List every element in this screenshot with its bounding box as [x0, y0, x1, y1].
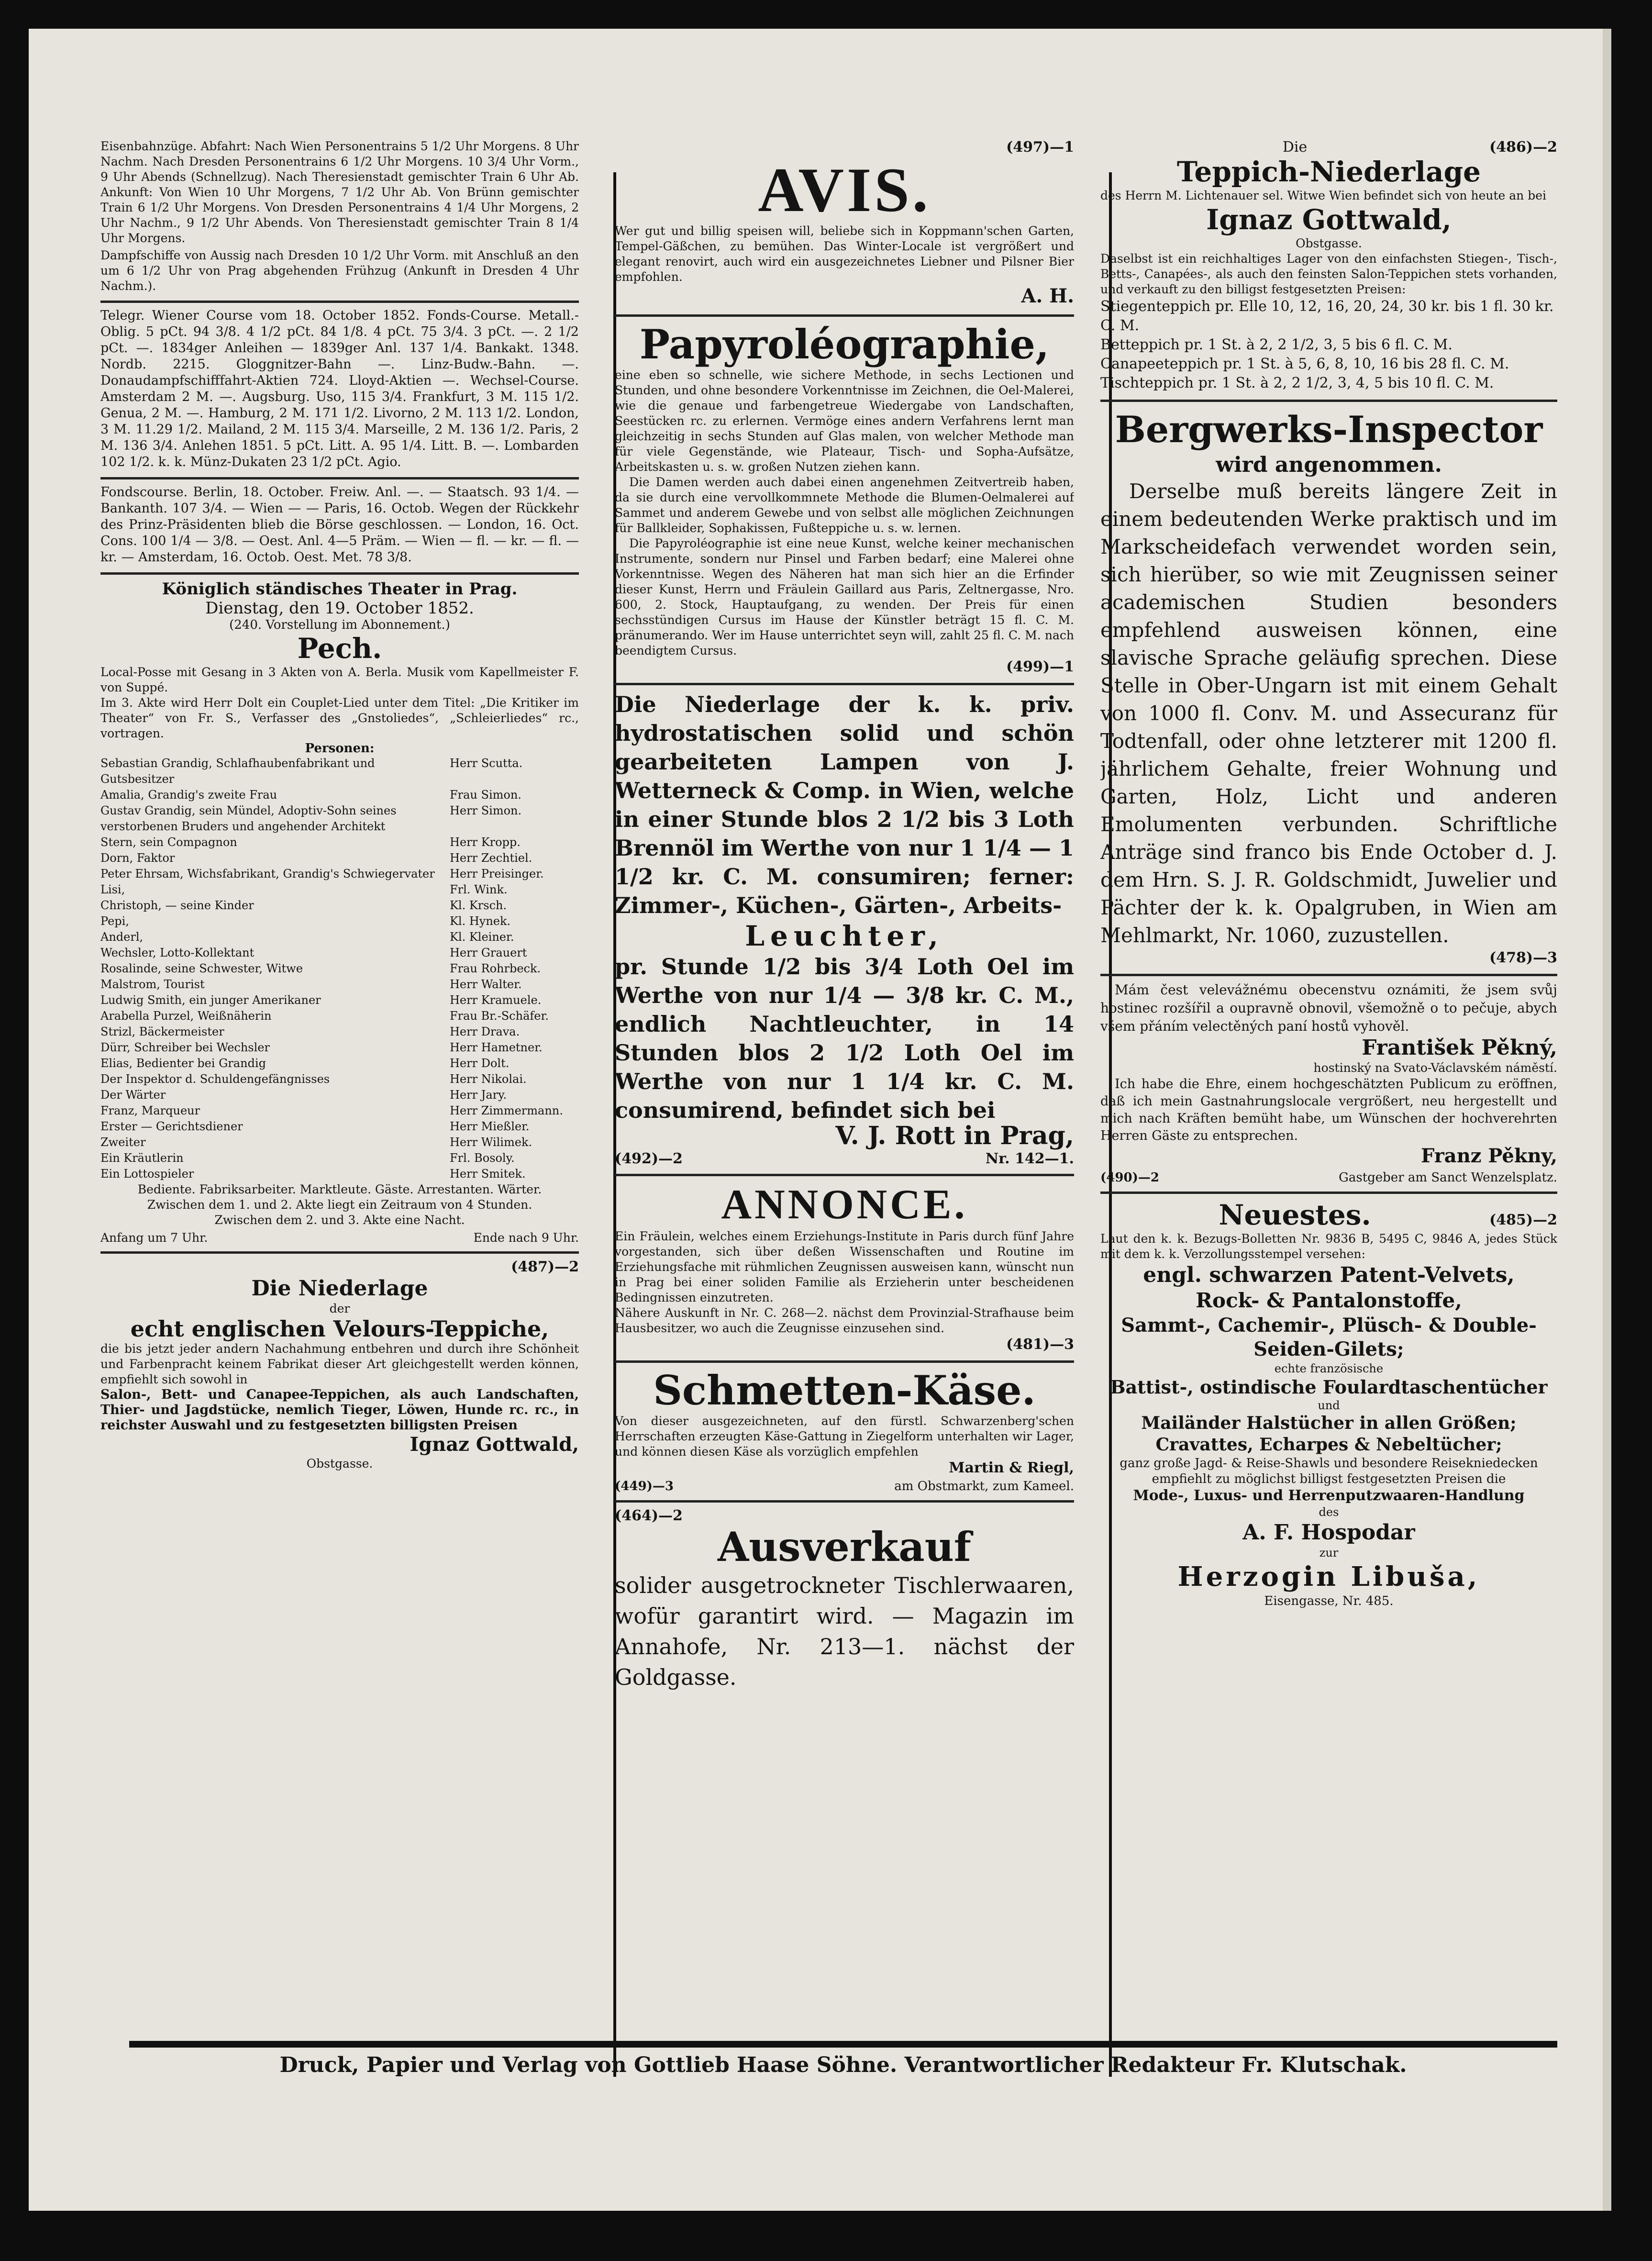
- news-item: Sammt-, Cachemir-, Plüsch- & Double-Seiden-Gilets;: [1121, 1314, 1537, 1360]
- cast-actor: Herr Jary.: [450, 1088, 507, 1102]
- teppich-text-2: Daselbst ist ein reichhaltiges Lager von den einfachsten Stiegen-, Tisch-, Betts-, Canapées-, als auch den feinsten Salon-Teppichen stets vorhanden, und verkauft zu den billigst festgesetzten Preisen:: [1100, 252, 1557, 296]
- cast-row: [100, 929, 579, 945]
- inspector-ref: (478)—3: [1489, 949, 1557, 966]
- cast-row: [100, 1119, 579, 1135]
- cast-role: Christoph, — seine Kinder: [100, 899, 254, 912]
- lamps-leuchter: Leuchter,: [745, 920, 944, 952]
- cast-row: [100, 866, 579, 882]
- news-item: Rock- & Pantalonstoffe,: [1196, 1289, 1462, 1312]
- news-header: [1100, 1199, 1557, 1231]
- teppich-price-1: Stiegenteppich pr. Elle 10, 12, 16, 20, 24, 30 kr. bis 1 fl. 30 kr. C. M.: [1100, 298, 1554, 334]
- cast-role: Arabella Purzel, Weißnäherin: [100, 1009, 272, 1023]
- papyro-p2: Die Damen werden auch dabei einen angenehmen Zeitvertreib haben, da sie durch eine vervollkommnete Methode die Blumen-Oelmalerei auf Sammet und anderem Gewebe und von selbst alle möglichen Zeichnungen für Ballkleider, Sophakissen, Fußteppiche u. s. w. lernen.: [615, 475, 1074, 535]
- cast-actor: Herr Zechtiel.: [450, 851, 532, 865]
- theatre-date: Dienstag, den 19. October 1852.: [205, 599, 474, 618]
- berlin-rates-block: [100, 479, 579, 575]
- cast-role: Ein Kräutlerin: [100, 1151, 184, 1165]
- cast-row: [100, 787, 579, 803]
- lamps-footer: [615, 1150, 1074, 1167]
- persons-label: Personen:: [305, 741, 375, 756]
- news-item: Mailänder Halstücher in allen Größen;: [1141, 1413, 1517, 1433]
- velours-carpets-ad: [100, 1254, 579, 1478]
- cast-role: Malstrom, Tourist: [100, 978, 205, 991]
- news-intro: Laut den k. k. Bezugs-Bolletten Nr. 9836 B, 5495 C, 9846 A, jedes Stück mit dem k. k. Verzollungsstempel versehen:: [1100, 1232, 1557, 1261]
- cast-role: Rosalinde, seine Schwester, Witwe: [100, 962, 303, 975]
- news-item: Battist-, ostindische Foulardtaschentücher: [1110, 1376, 1548, 1398]
- news-item: ganz große Jagd- & Reise-Shawls und besondere Reisekniedecken empfiehlt zu möglichst billigst festgesetzten Preisen die: [1120, 1456, 1538, 1486]
- berlin-rates: Fondscourse. Berlin, 18. October. Freiw. Anl. —. — Staatsch. 93 1/4. — Bankanth. 107 3/4. — Wien — — Paris, 16. Octob. Wegen der Rückkehr des Prinz-Präsidenten blieb die Börse geschlossen. — London, 16. Oct. Cons. 100 1/4 — 3/8. — Oest. Anl. 4—5 Präm. — Wien — fl. — kr. — fl. — kr. — Amsterdam, 16. Octob. Oest. Met. 78 3/8.: [100, 485, 579, 565]
- cheese-title: Schmetten-Käse.: [653, 1367, 1036, 1414]
- cast-actor: Frl. Wink.: [450, 883, 508, 896]
- lamps-text-1: Die Niederlage der k. k. priv. hydrostatischen solid und schön gearbeiteten Lampen von J. Wetterneck & Comp. in Wien, welche in einer Stunde blos 2 1/2 bis 3 Loth Brennöl im Werthe von nur 1 1/4 — 1 1/2 kr. C. M. consumiren; ferner: Zimmer-, Küchen-, Gärten-, Arbeits-: [615, 691, 1074, 918]
- cast-actor: Herr Grauert: [450, 946, 527, 959]
- cast-role: Ludwig Smith, ein junger Amerikaner: [100, 993, 321, 1007]
- annonce-text-2: Nähere Auskunft in Nr. C. 268—2. nächst dem Provinzial-Strafhause beim Hausbesitzer, wo auch die Zeugnisse einzusehen sind.: [615, 1306, 1074, 1335]
- cast-actor: Frau Rohrbeck.: [450, 962, 541, 975]
- cast-actor: Kl. Krsch.: [450, 899, 507, 912]
- cast-row: [100, 1056, 579, 1071]
- lamps-text-2: pr. Stunde 1/2 bis 3/4 Loth Oel im Werthe von nur 1/4 — 3/8 kr. C. M., endlich Nachtleuchter, in 14 Stunden blos 2 1/2 Loth Oel im Werthe von nur 1 1/4 kr. C. M. consumirend, befindet sich bei: [615, 954, 1074, 1123]
- cast-actor: Herr Kropp.: [450, 835, 521, 849]
- cast-actor: Herr Wilimek.: [450, 1136, 532, 1149]
- cast-role: Stern, sein Compagnon: [100, 835, 237, 849]
- play-end: Ende nach 9 Uhr.: [473, 1231, 579, 1245]
- ad-bold: Salon-, Bett- und Canapee-Teppichen, als auch Landschaften, Thier- und Jagdstücke, nemlich Tieger, Löwen, Hunde rc. rc., in reichster Auswahl und zu festgesetzten billigsten Preisen: [100, 1387, 579, 1433]
- pekny-address: Gastgeber am Sanct Wenzelsplatz.: [1339, 1170, 1557, 1185]
- lamps-nr: Nr. 142—1.: [985, 1150, 1074, 1167]
- avis-title: AVIS.: [758, 155, 931, 225]
- papyroleographie-ad: [615, 317, 1074, 685]
- cast-actor: Kl. Kleiner.: [450, 930, 514, 944]
- column-left: [100, 134, 579, 1478]
- cast-row: [100, 835, 579, 850]
- cast-role: Anderl,: [100, 930, 144, 944]
- annonce-title: ANNONCE.: [721, 1181, 968, 1228]
- teppich-price-3: Canapeeteppich pr. 1 St. à 5, 6, 8, 10, 16 bis 28 fl. C. M.: [1100, 356, 1509, 372]
- vienna-rates-block: [100, 303, 579, 479]
- cast-row: [100, 898, 579, 913]
- cast-actor: Frl. Bosoly.: [450, 1151, 515, 1165]
- cast-role: Pepi,: [100, 914, 129, 928]
- news-items: [1100, 1262, 1557, 1609]
- cast-actor: Herr Zimmermann.: [450, 1104, 563, 1117]
- play-genre: Local-Posse mit Gesang in 3 Akten von A. Berla. Musik vom Kapellmeister F. von Suppé.: [100, 665, 579, 694]
- ad-ref: (487)—2: [511, 1259, 579, 1275]
- theatre-subscription: (240. Vorstellung im Abonnement.): [229, 618, 450, 632]
- cast-actor: Herr Nikolai.: [450, 1072, 527, 1086]
- avis-ad: [615, 134, 1074, 317]
- cast-row: [100, 882, 579, 898]
- play-extras: Bediente. Fabriksarbeiter. Marktleute. Gäste. Arrestanten. Wärter.: [137, 1182, 542, 1196]
- cheese-text: Von dieser ausgezeichneten, auf den fürstl. Schwarzenberg'schen Herrschaften erzeugten Käse-Gattung in Ziegelform unterhalten wir Lager, und können diesen Käse als vorzüglich empfehlen: [615, 1414, 1074, 1459]
- sale-text: solider ausgetrockneter Tischlerwaaren, wofür garantirt wird. — Magazin im Annahofe, Nr. 213—1. nächst der Goldgasse.: [615, 1572, 1074, 1690]
- cast-list: [100, 756, 579, 1182]
- play-start: Anfang um 7 Uhr.: [100, 1231, 208, 1245]
- ad-der: der: [329, 1302, 350, 1315]
- papyro-title: Papyroléographie,: [639, 321, 1050, 368]
- news-item: Herzogin Libuša,: [1177, 1560, 1480, 1593]
- teppich-price-4: Tischteppich pr. 1 St. à 2, 2 1/2, 3, 4, 5 bis 10 fl. C. M.: [1100, 375, 1494, 391]
- czech-address: hostinský na Svato-Václavském náměstí.: [1313, 1061, 1557, 1075]
- cast-row: [100, 850, 579, 866]
- cast-role: Amalia, Grandig's zweite Frau: [100, 788, 277, 802]
- cheese-address: am Obstmarkt, zum Kameel.: [894, 1479, 1074, 1493]
- ad-signature: Ignaz Gottwald,: [410, 1433, 579, 1456]
- cast-row: [100, 977, 579, 992]
- cast-actor: Herr Smitek.: [450, 1167, 526, 1181]
- cast-actor: Herr Walter.: [450, 978, 522, 991]
- pekny-footer: [1100, 1170, 1557, 1185]
- cast-row: [100, 1135, 579, 1150]
- cast-row: [100, 1150, 579, 1166]
- sale-ad: [615, 1503, 1074, 1699]
- inspector-ad: [1100, 402, 1557, 976]
- ad-title: Die Niederlage: [251, 1276, 428, 1301]
- news-item: Mode-, Luxus- und Herrenputzwaaren-Handlung: [1133, 1487, 1525, 1504]
- avis-text: Wer gut und billig speisen will, beliebe sich in Koppmann'schen Garten, Tempel-Gäßchen, zu bemühen. Das Winter-Locale ist vergrößert und elegant renovirt, auch wird ein ausgezeichnetes Liebner und Pilsner Bier empfohlen.: [615, 224, 1074, 284]
- news-item: Eisengasse, Nr. 485.: [1264, 1593, 1394, 1608]
- cast-row: [100, 961, 579, 977]
- sale-title: Ausverkauf: [718, 1523, 971, 1570]
- cast-actor: Herr Dolt.: [450, 1057, 510, 1070]
- cast-role: Gustav Grandig, sein Mündel, Adoptiv-Sohn seines verstorbenen Bruders und angehender Architekt: [100, 804, 397, 833]
- cheese-footer: [615, 1479, 1074, 1493]
- cast-role: Dorn, Faktor: [100, 851, 175, 865]
- cast-role: Zweiter: [100, 1136, 146, 1149]
- czech-name: František Pěkný,: [1362, 1036, 1557, 1060]
- cast-actor: Herr Preisinger.: [450, 867, 544, 880]
- teppich-ad: [1100, 134, 1557, 402]
- cast-role: Der Wärter: [100, 1088, 166, 1102]
- cast-role: Lisi,: [100, 883, 125, 896]
- cheese-ref: (449)—3: [615, 1479, 674, 1493]
- news-item: A. F. Hospodar: [1242, 1520, 1415, 1545]
- annonce-ref: (481)—3: [1006, 1336, 1074, 1353]
- news-title: Neuestes.: [1219, 1199, 1371, 1231]
- steamer-schedule: Dampfschiffe von Aussig nach Dresden 10 1/2 Uhr Vorm. mit Anschluß an den um 6 1/2 Uhr von Prag abgehenden Frühzug (Ankunft in Dresden 4 Uhr Nachm.).: [100, 248, 579, 293]
- sale-ref: (464)—2: [615, 1507, 683, 1524]
- cast-role: Ein Lottospieler: [100, 1167, 194, 1181]
- cast-actor: Herr Scutta.: [450, 757, 523, 770]
- inspector-text: Derselbe muß bereits längere Zeit in einem bedeutenden Werke praktisch und im Markscheidefach verwendet worden sein, sich hierüber, so wie mit Zeugnissen seiner academischen Studien besonders empfehlend ausweisen können, eine slavische Sprache geläufig sprechen. Diese Stelle in Ober-Ungarn ist mit einem Gehalt von 1000 fl. Conv. M. und Assecuranz für Todtenfall, oder ohne letzterer mit 1200 fl. jährlichem Gehalte, freier Wohnung und Garten, Holz, Licht und anderen Emolumenten verbunden. Schriftliche Anträge sind franco bis Ende October d. J. dem Hrn. S. J. R. Goldschmidt, Juwelier und Pächter der k. k. Opalgruben, in Wien am Mehlmarkt, Nr. 1060, zuzustellen.: [1100, 479, 1557, 947]
- annonce-ad: [615, 1176, 1074, 1363]
- theatre-block: [100, 575, 579, 1254]
- news-item: Cravattes, Echarpes & Nebeltücher;: [1155, 1435, 1502, 1455]
- teppich-text-1: des Herrn M. Lichtenauer sel. Witwe Wien befindet sich von heute an bei: [1100, 189, 1546, 202]
- teppich-top: [1100, 139, 1557, 156]
- theatre-header: Königlich ständisches Theater in Prag.: [162, 579, 518, 599]
- cast-role: Dürr, Schreiber bei Wechsler: [100, 1041, 270, 1054]
- czech-text: Mám čest velevážnému obecenstvu oznámiti, že jsem svůj hostinec rozšířil a oupravně obnovil, všemožně o to pečuje, abych všem přáním velectěných paní hostů vyhověl.: [1100, 982, 1557, 1034]
- lamps-signature: V. J. Rott in Prag,: [835, 1121, 1074, 1150]
- papyro-p1: eine eben so schnelle, wie sichere Methode, in sechs Lectionen und Stunden, und ohne besondere Vorkenntnisse im Zeichnen, die Oel-Malerei, wie die genaue und farbengetreue Wiedergabe von Landschaften, Seestücken rc. zu erlernen. Vermöge eines andern Verfahrens lernt man gleichzeitig in sechs Stunden auf Glas malen, von welcher Methode man für viele Gegenstände, wie Plateaur, Tisch- und Sopha-Aufsätze, Arbeitskasten u. s. w. großen Nutzen ziehen kann.: [615, 368, 1074, 474]
- play-interval-1: Zwischen dem 1. und 2. Akte liegt ein Zeitraum von 4 Stunden.: [147, 1198, 532, 1212]
- cast-row: [100, 1166, 579, 1182]
- cast-row: [100, 1071, 579, 1087]
- cast-row: [100, 756, 579, 787]
- cast-actor: Frau Br.-Schäfer.: [450, 1009, 549, 1023]
- cast-role: Peter Ehrsam, Wichsfabrikant, Grandig's Schwiegervater: [100, 867, 435, 880]
- news-ref: (485)—2: [1489, 1212, 1557, 1228]
- railway-schedule: Eisenbahnzüge. Abfahrt: Nach Wien Personentrains 5 1/2 Uhr Morgens. 8 Uhr Nachm. Nach Dresden Personentrains 6 1/2 Uhr Morgens. 10 3/4 Uhr Vorm., 9 Uhr Abends (Schnellzug). Nach Theresienstadt gemischter Train 6 Uhr Ab. Ankunft: Von Wien 10 Uhr Morgens, 7 1/2 Uhr Ab. Von Brünn gemischter Train 6 1/2 Uhr Morgens. Von Dresden Personentrains 4 1/4 Uhr Morgens, 2 Uhr Nachm., 9 1/2 Uhr Abends. Von Theresienstadt gemischter Train 8 1/4 Uhr Morgens.: [100, 139, 579, 245]
- cheese-ad: [615, 1363, 1074, 1503]
- cast-role: Wechsler, Lotto-Kollektant: [100, 946, 255, 959]
- cast-row: [100, 1103, 579, 1119]
- cast-actor: Herr Simon.: [450, 804, 522, 817]
- cast-actor: Herr Hametner.: [450, 1041, 543, 1054]
- german-text: Ich habe die Ehre, einem hochgeschätzten Publicum zu eröffnen, daß ich mein Gastnahrungslocale vergrößert, neu hergestellt und mich nach Kräften bemüht habe, um Wünschen der hochverehrten Herren Gäste zu entsprechen.: [1100, 1077, 1557, 1143]
- play-times: [100, 1231, 579, 1245]
- news-item: und: [1318, 1399, 1340, 1412]
- teppich-ref: (486)—2: [1489, 139, 1557, 156]
- vienna-rates: Telegr. Wiener Course vom 18. October 1852. Fonds-Course. Metall.-Oblig. 5 pCt. 94 3/8. 4 1/2 pCt. 84 1/8. 4 pCt. 75 3/4. 3 pCt. —. 2 1/2 pCt. —. 1834ger Anleihen — 1839ger Anl. 137 1/4. Bankakt. 1348. Nordb. 2215. Gloggnitzer-Bahn —. Linz-Budw.-Bahn. —. Donaudampfschifffahrt-Aktien 724. Lloyd-Aktien —. Wechsel-Course. Amsterdam 2 M. —. Augsburg. Uso, 115 3/4. Frankfurt, 3 M. 115 1/2. Genua, 2 M. —. Hamburg, 2 M. 171 1/2. Livorno, 2 M. 113 1/2. London, 3 M. 11.29 1/2. Mailand, 2 M. 115 3/4. Marseille, 2 M. 136 1/2. Paris, 2 M. 136 3/4. Anlehen 1851. 5 pCt. Litt. A. 95 1/4. Litt. B. —. Lombarden 102 1/2. k. k. Münz-Dukaten 23 1/2 pCt. Agio.: [100, 308, 579, 469]
- news-item: des: [1319, 1505, 1339, 1519]
- cast-row: [100, 913, 579, 929]
- cast-actor: Herr Kramuele.: [450, 993, 542, 1007]
- cast-actor: Frau Simon.: [450, 788, 521, 802]
- teppich-title: Teppich-Niederlage: [1176, 156, 1481, 188]
- teppich-price-2: Betteppich pr. 1 St. à 2, 2 1/2, 3, 5 bis 6 fl. C. M.: [1100, 336, 1452, 353]
- papyro-p3: Die Papyroléographie ist eine neue Kunst, welche keiner mechanischen Instrumente, sondern nur Pinsel und Farben bedarf; eine Malerei ohne Vorkenntnisse. Wegen des Näheren hat man sich hier an die Erfinder dieser Kunst, Herrn und Fräulein Gaillard aus Paris, Zeltnergasse, Nro. 600, 2. Stock, Hauptaufgang, zu wenden. Der Preis für einen sechsstündigen Cursus im Hause der Künstler beträgt 15 fl. C. M. pränumerando. Wer im Hause unterrichtet seyn will, zahlt 25 fl. C. M. nach beendigtem Cursus.: [615, 536, 1074, 657]
- avis-ref: (497)—1: [1006, 139, 1074, 156]
- cast-actor: Herr Mießler.: [450, 1120, 530, 1133]
- cast-row: [100, 945, 579, 961]
- lamps-ref: (492)—2: [615, 1150, 683, 1167]
- cast-role: Sebastian Grandig, Schlafhaubenfabrikant und Gutsbesitzer: [100, 757, 375, 786]
- cast-row: [100, 992, 579, 1008]
- footer-rule: [129, 2041, 1557, 2048]
- ad-text: die bis jetzt jeder andern Nachahmung entbehren und durch ihre Schönheit und Farbenpracht keinem Fabrikat dieser Art gleichgestellt werden können, empfiehlt sich sowohl in: [100, 1342, 579, 1386]
- cast-row: [100, 1024, 579, 1040]
- teppich-address: Obstgasse.: [1296, 236, 1362, 250]
- news-ad: [1100, 1194, 1557, 1615]
- cast-role: Der Inspektor d. Schuldengefängnisses: [100, 1072, 330, 1086]
- teppich-die: Die: [1282, 139, 1308, 156]
- cast-role: Erster — Gerichtsdiener: [100, 1120, 243, 1133]
- teppich-name: Ignaz Gottwald,: [1206, 203, 1452, 236]
- cast-row: [100, 803, 579, 835]
- cast-role: Elias, Bedienter bei Grandig: [100, 1057, 266, 1070]
- column-middle: [615, 134, 1074, 1699]
- inspector-subtitle: wird angenommen.: [1216, 453, 1442, 477]
- cast-row: [100, 1087, 579, 1103]
- cast-role: Strizl, Bäckermeister: [100, 1025, 224, 1038]
- news-item: zur: [1319, 1546, 1339, 1559]
- news-item: echte französische: [1274, 1361, 1384, 1375]
- imprint-footer: Druck, Papier und Verlag von Gottlieb Haase Söhne. Verantwortlicher Redakteur Fr. Klutschak.: [279, 2053, 1407, 2077]
- pekny-ref: (490)—2: [1100, 1170, 1159, 1185]
- cast-actor: Herr Drava.: [450, 1025, 520, 1038]
- cheese-signature: Martin & Riegl,: [949, 1459, 1074, 1476]
- pekny-signature: Franz Pěkny,: [1421, 1145, 1557, 1167]
- play-title: Pech.: [297, 632, 382, 665]
- ad-headline: echt englischen Velours-Teppiche,: [130, 1316, 549, 1342]
- cast-row: [100, 1040, 579, 1056]
- inspector-title: Bergwerks-Inspector: [1115, 408, 1543, 451]
- avis-signature: A. H.: [1021, 285, 1074, 307]
- cast-actor: Kl. Hynek.: [450, 914, 511, 928]
- news-item: engl. schwarzen Patent-Velvets,: [1143, 1263, 1515, 1287]
- pekny-ad: [1100, 976, 1557, 1194]
- railway-block: [100, 134, 579, 303]
- cast-row: [100, 1008, 579, 1024]
- ad-address: Obstgasse.: [306, 1457, 373, 1470]
- play-interval-2: Zwischen dem 2. und 3. Akte eine Nacht.: [214, 1213, 465, 1227]
- play-note: Im 3. Akte wird Herr Dolt ein Couplet-Lied unter dem Titel: „Die Kritiker im Theater“ von Fr. S., Verfasser des „Gnstoliedes“, „Schleierliedes“ rc., vortragen.: [100, 696, 579, 740]
- column-right: [1100, 134, 1557, 1615]
- cast-role: Franz, Marqueur: [100, 1104, 200, 1117]
- papyro-ref: (499)—1: [1006, 658, 1074, 675]
- lamps-ad: [615, 685, 1074, 1176]
- annonce-text: Ein Fräulein, welches einem Erziehungs-Institute in Paris durch fünf Jahre vorgestanden, sich über deßen Wissenschaften und Routine im Erziehungsfache mit rühmlichen Zeugnissen ausweisen kann, wünscht nun in Prag bei einer soliden Familie als Erzieherin unter bescheidenen Bedingnissen einzutreten.: [615, 1229, 1074, 1304]
